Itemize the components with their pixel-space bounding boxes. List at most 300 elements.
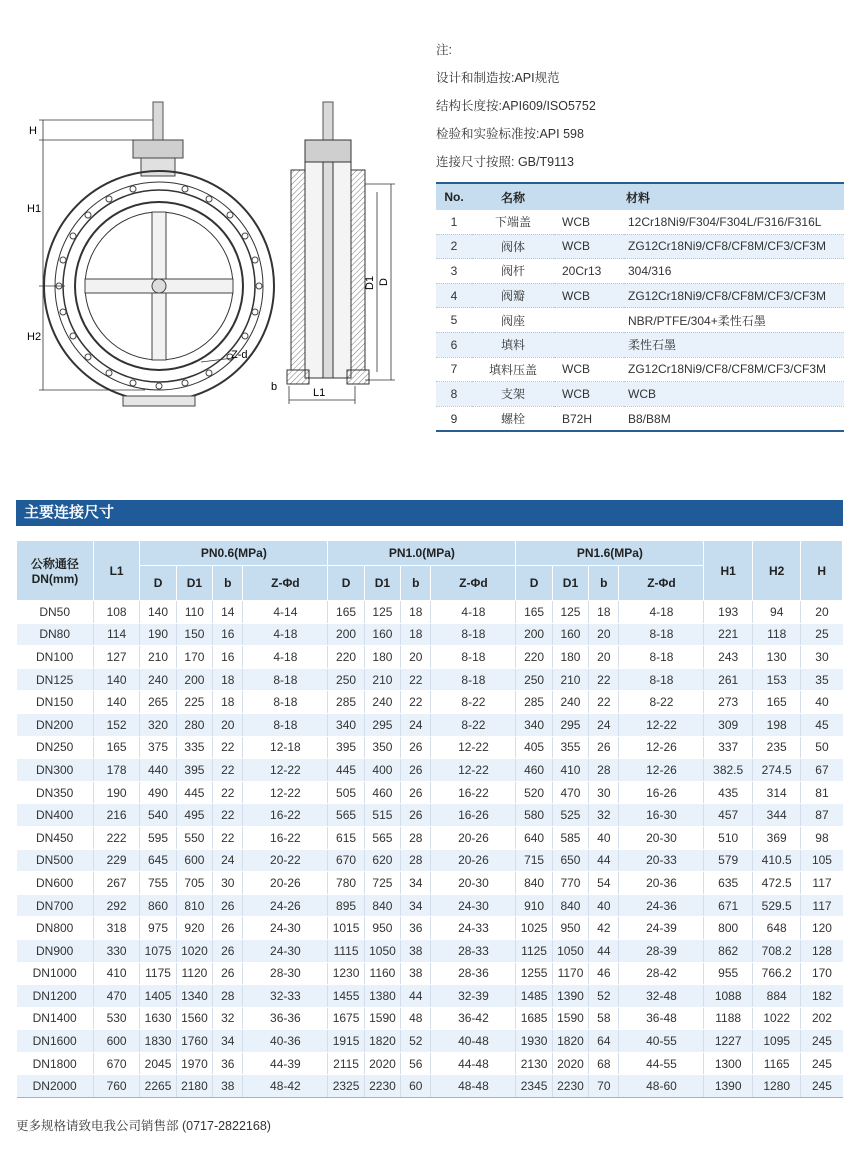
table-cell: 24 xyxy=(401,713,431,736)
table-cell: 210 xyxy=(364,668,400,691)
mat-header-no: No. xyxy=(436,183,472,210)
table-cell: 16-30 xyxy=(619,804,704,827)
material-cell-no: 2 xyxy=(436,234,472,259)
material-cell-name: 填料压盖 xyxy=(472,357,554,382)
table-cell: 620 xyxy=(364,849,400,872)
table-cell: 8-18 xyxy=(243,668,328,691)
materials-table xyxy=(436,182,844,432)
table-cell: 640 xyxy=(516,826,552,849)
table-row xyxy=(17,1030,843,1053)
material-cell-material: ZG12Cr18Ni9/CF8/CF8M/CF3/CF3M xyxy=(624,234,844,259)
table-cell: 975 xyxy=(140,917,176,940)
table-cell: 202 xyxy=(801,1007,843,1030)
table-cell: 840 xyxy=(364,894,400,917)
table-cell: 540 xyxy=(140,804,176,827)
table-cell: 18 xyxy=(401,623,431,646)
mat-header-material: 材料 xyxy=(554,183,844,210)
table-cell: 200 xyxy=(328,623,364,646)
table-cell: 198 xyxy=(752,713,801,736)
table-cell: 87 xyxy=(801,804,843,827)
table-cell: 295 xyxy=(364,713,400,736)
table-cell: 18 xyxy=(589,601,619,624)
table-cell: DN2000 xyxy=(17,1075,94,1098)
table-cell: 44-48 xyxy=(431,1052,516,1075)
table-cell: 340 xyxy=(516,713,552,736)
material-cell-name: 阀体 xyxy=(472,234,554,259)
table-cell: 529.5 xyxy=(752,894,801,917)
table-row xyxy=(17,962,843,985)
table-row xyxy=(17,646,843,669)
materials-body xyxy=(436,210,844,431)
material-cell-material: ZG12Cr18Ni9/CF8/CF8M/CF3/CF3M xyxy=(624,357,844,382)
dims-header-pn10: PN1.0(MPa) xyxy=(328,541,516,566)
table-cell: 1050 xyxy=(552,939,588,962)
table-cell: 8-22 xyxy=(431,713,516,736)
material-cell-no: 4 xyxy=(436,283,472,308)
table-row xyxy=(17,623,843,646)
dims-header-pn06: PN0.6(MPa) xyxy=(140,541,328,566)
material-cell-std: WCB xyxy=(554,234,624,259)
table-cell: 615 xyxy=(328,826,364,849)
table-cell: 25 xyxy=(801,623,843,646)
dims-header-d1: D1 xyxy=(176,566,212,601)
table-cell: 550 xyxy=(176,826,212,849)
table-cell: 1380 xyxy=(364,985,400,1008)
table-cell: 525 xyxy=(552,804,588,827)
table-cell: 64 xyxy=(589,1030,619,1053)
table-cell: 22 xyxy=(589,691,619,714)
table-cell: 18 xyxy=(401,601,431,624)
table-cell: 221 xyxy=(704,623,753,646)
dims-header-zd: Z-Φd xyxy=(619,566,704,601)
table-cell: DN400 xyxy=(17,804,94,827)
note-line: 设计和制造按:API规范 xyxy=(436,71,560,85)
table-cell: 105 xyxy=(801,849,843,872)
table-cell: 117 xyxy=(801,872,843,895)
table-cell: 1165 xyxy=(752,1052,801,1075)
table-cell: 30 xyxy=(213,872,243,895)
table-cell: 445 xyxy=(176,781,212,804)
table-cell: 24-39 xyxy=(619,917,704,940)
table-cell: 12-22 xyxy=(619,713,704,736)
table-cell: 26 xyxy=(401,804,431,827)
table-cell: DN50 xyxy=(17,601,94,624)
table-row xyxy=(17,917,843,940)
table-cell: 495 xyxy=(176,804,212,827)
table-cell: 222 xyxy=(93,826,140,849)
table-cell: 1685 xyxy=(516,1007,552,1030)
material-cell-material: WCB xyxy=(624,382,844,407)
table-cell: 30 xyxy=(589,781,619,804)
material-cell-material: ZG12Cr18Ni9/CF8/CF8M/CF3/CF3M xyxy=(624,283,844,308)
table-cell: 94 xyxy=(752,601,801,624)
table-cell: 395 xyxy=(328,736,364,759)
table-cell: 68 xyxy=(589,1052,619,1075)
table-cell: 515 xyxy=(364,804,400,827)
table-cell: DN125 xyxy=(17,668,94,691)
table-cell: 330 xyxy=(93,939,140,962)
table-cell: 470 xyxy=(552,781,588,804)
table-cell: 445 xyxy=(328,759,364,782)
dims-header-dn-line2: DN(mm) xyxy=(31,572,79,586)
table-cell: 200 xyxy=(516,623,552,646)
table-cell: 565 xyxy=(328,804,364,827)
dims-header-d1: D1 xyxy=(552,566,588,601)
table-cell: 210 xyxy=(140,646,176,669)
table-cell: 2265 xyxy=(140,1075,176,1098)
table-cell: 292 xyxy=(93,894,140,917)
table-cell: 42 xyxy=(589,917,619,940)
table-cell: 22 xyxy=(589,668,619,691)
table-cell: 1088 xyxy=(704,985,753,1008)
material-cell-material: 304/316 xyxy=(624,259,844,284)
table-row xyxy=(17,759,843,782)
table-cell: 1025 xyxy=(516,917,552,940)
table-cell: 36-42 xyxy=(431,1007,516,1030)
table-cell: 250 xyxy=(516,668,552,691)
table-row xyxy=(17,826,843,849)
table-cell: 81 xyxy=(801,781,843,804)
material-cell-name: 支架 xyxy=(472,382,554,407)
table-cell: 28-42 xyxy=(619,962,704,985)
table-cell: 4-18 xyxy=(431,601,516,624)
table-cell: 920 xyxy=(176,917,212,940)
table-cell: 220 xyxy=(516,646,552,669)
dims-header-h: H xyxy=(801,541,843,601)
table-cell: 410.5 xyxy=(752,849,801,872)
table-cell: DN450 xyxy=(17,826,94,849)
table-row xyxy=(17,691,843,714)
table-cell: 118 xyxy=(752,623,801,646)
table-cell: 200 xyxy=(176,668,212,691)
table-cell: 26 xyxy=(213,894,243,917)
material-row xyxy=(436,357,844,382)
table-cell: 840 xyxy=(552,894,588,917)
table-cell: 520 xyxy=(516,781,552,804)
table-cell: 1590 xyxy=(552,1007,588,1030)
table-row xyxy=(17,1052,843,1075)
table-cell: 671 xyxy=(704,894,753,917)
table-cell: DN80 xyxy=(17,623,94,646)
table-cell: 216 xyxy=(93,804,140,827)
table-cell: 35 xyxy=(801,668,843,691)
note-line: 检验和实验标准按:API 598 xyxy=(436,127,584,141)
table-cell: 180 xyxy=(364,646,400,669)
table-cell: 56 xyxy=(401,1052,431,1075)
table-cell: 220 xyxy=(328,646,364,669)
material-cell-no: 7 xyxy=(436,357,472,382)
material-row xyxy=(436,283,844,308)
table-cell: 40-55 xyxy=(619,1030,704,1053)
table-cell: 28 xyxy=(589,759,619,782)
table-cell: 760 xyxy=(93,1075,140,1098)
table-cell: 1560 xyxy=(176,1007,212,1030)
table-cell: 28 xyxy=(401,826,431,849)
table-cell: 160 xyxy=(364,623,400,646)
table-cell: 355 xyxy=(552,736,588,759)
table-row xyxy=(17,804,843,827)
table-cell: DN700 xyxy=(17,894,94,917)
table-cell: 1930 xyxy=(516,1030,552,1053)
table-cell: 770 xyxy=(552,872,588,895)
table-cell: 8-18 xyxy=(431,623,516,646)
table-cell: 595 xyxy=(140,826,176,849)
table-cell: 40-48 xyxy=(431,1030,516,1053)
table-cell: 1830 xyxy=(140,1030,176,1053)
table-cell: 24-30 xyxy=(243,917,328,940)
material-row xyxy=(436,406,844,431)
dims-header-d1: D1 xyxy=(364,566,400,601)
table-cell: 24-30 xyxy=(243,939,328,962)
table-cell: 16-26 xyxy=(619,781,704,804)
table-cell: 895 xyxy=(328,894,364,917)
table-row xyxy=(17,849,843,872)
table-cell: 34 xyxy=(401,872,431,895)
label-h2: H2 xyxy=(27,331,42,343)
material-cell-std: WCB xyxy=(554,357,624,382)
table-cell: 165 xyxy=(328,601,364,624)
dims-header-h1: H1 xyxy=(704,541,753,601)
table-cell: 8-18 xyxy=(619,623,704,646)
table-cell: 36 xyxy=(401,917,431,940)
table-cell: 470 xyxy=(93,985,140,1008)
material-cell-material: 柔性石墨 xyxy=(624,332,844,357)
table-row xyxy=(17,601,843,624)
table-cell: 457 xyxy=(704,804,753,827)
table-cell: 645 xyxy=(140,849,176,872)
table-cell: 472.5 xyxy=(752,872,801,895)
table-cell: 1970 xyxy=(176,1052,212,1075)
table-cell: 400 xyxy=(364,759,400,782)
table-cell: DN1200 xyxy=(17,985,94,1008)
table-cell: 4-18 xyxy=(243,646,328,669)
table-cell: 435 xyxy=(704,781,753,804)
dims-header-h2: H2 xyxy=(752,541,801,601)
table-cell: 530 xyxy=(93,1007,140,1030)
table-cell: 1280 xyxy=(752,1075,801,1098)
material-cell-material: NBR/PTFE/304+柔性石墨 xyxy=(624,308,844,333)
table-cell: 2325 xyxy=(328,1075,364,1098)
table-cell: 140 xyxy=(140,601,176,624)
table-cell: 28 xyxy=(401,849,431,872)
table-cell: 1630 xyxy=(140,1007,176,1030)
table-cell: 16-22 xyxy=(243,804,328,827)
table-cell: 285 xyxy=(328,691,364,714)
table-cell: 2180 xyxy=(176,1075,212,1098)
valve-drawing xyxy=(25,100,410,410)
table-cell: 8-22 xyxy=(431,691,516,714)
table-cell: 22 xyxy=(401,668,431,691)
table-cell: 1227 xyxy=(704,1030,753,1053)
material-cell-std: B72H xyxy=(554,406,624,431)
table-cell: 8-18 xyxy=(619,668,704,691)
table-cell: 1115 xyxy=(328,939,364,962)
table-cell: 2045 xyxy=(140,1052,176,1075)
table-cell: 48-48 xyxy=(431,1075,516,1098)
table-cell: 110 xyxy=(176,601,212,624)
table-cell: 28-33 xyxy=(431,939,516,962)
table-cell: 8-18 xyxy=(619,646,704,669)
label-b: b xyxy=(271,381,278,393)
material-row xyxy=(436,234,844,259)
table-cell: 810 xyxy=(176,894,212,917)
table-cell: 950 xyxy=(552,917,588,940)
material-cell-material: 12Cr18Ni9/F304/F304L/F316/F316L xyxy=(624,210,844,234)
table-cell: 52 xyxy=(401,1030,431,1053)
table-cell: 285 xyxy=(516,691,552,714)
dims-header-d: D xyxy=(140,566,176,601)
table-cell: 44-39 xyxy=(243,1052,328,1075)
table-cell: 267 xyxy=(93,872,140,895)
table-cell: 48 xyxy=(401,1007,431,1030)
table-cell: 178 xyxy=(93,759,140,782)
table-cell: 38 xyxy=(401,939,431,962)
table-cell: 26 xyxy=(213,917,243,940)
table-cell: 335 xyxy=(176,736,212,759)
table-cell: 28-36 xyxy=(431,962,516,985)
table-cell: 24 xyxy=(213,849,243,872)
table-cell: 67 xyxy=(801,759,843,782)
table-cell: 1300 xyxy=(704,1052,753,1075)
table-cell: 340 xyxy=(328,713,364,736)
table-cell: 245 xyxy=(801,1052,843,1075)
table-cell: 32 xyxy=(589,804,619,827)
table-cell: 36-36 xyxy=(243,1007,328,1030)
table-cell: 22 xyxy=(213,736,243,759)
table-cell: 140 xyxy=(93,691,140,714)
table-cell: 38 xyxy=(213,1075,243,1098)
note-line: 注: xyxy=(436,43,452,57)
table-cell: DN1400 xyxy=(17,1007,94,1030)
table-cell: 26 xyxy=(589,736,619,759)
table-cell: 20 xyxy=(401,646,431,669)
table-row xyxy=(17,668,843,691)
table-cell: 8-22 xyxy=(619,691,704,714)
table-cell: 170 xyxy=(176,646,212,669)
table-cell: 22 xyxy=(213,804,243,827)
table-cell: DN150 xyxy=(17,691,94,714)
table-cell: 60 xyxy=(401,1075,431,1098)
table-cell: 24-36 xyxy=(619,894,704,917)
table-cell: 840 xyxy=(516,872,552,895)
table-cell: 250 xyxy=(328,668,364,691)
table-cell: 405 xyxy=(516,736,552,759)
table-cell: 20-36 xyxy=(619,872,704,895)
table-cell: 28-30 xyxy=(243,962,328,985)
table-cell: 20-26 xyxy=(431,849,516,872)
material-row xyxy=(436,308,844,333)
table-cell: 1485 xyxy=(516,985,552,1008)
table-cell: 4-18 xyxy=(619,601,704,624)
table-cell: 2115 xyxy=(328,1052,364,1075)
table-cell: 8-18 xyxy=(431,646,516,669)
table-cell: 18 xyxy=(213,668,243,691)
table-cell: 295 xyxy=(552,713,588,736)
table-cell: 243 xyxy=(704,646,753,669)
side-view xyxy=(287,102,369,384)
table-cell: 130 xyxy=(752,646,801,669)
table-cell: 1050 xyxy=(364,939,400,962)
table-cell: 490 xyxy=(140,781,176,804)
material-cell-name: 阀杆 xyxy=(472,259,554,284)
dims-header-zd: Z-Φd xyxy=(243,566,328,601)
table-cell: 12-22 xyxy=(431,736,516,759)
table-cell: 160 xyxy=(552,623,588,646)
table-cell: 20 xyxy=(589,646,619,669)
table-cell: 8-18 xyxy=(431,668,516,691)
table-cell: 1175 xyxy=(140,962,176,985)
table-cell: 24-33 xyxy=(431,917,516,940)
table-cell: 1390 xyxy=(704,1075,753,1098)
table-cell: 1125 xyxy=(516,939,552,962)
table-row xyxy=(17,939,843,962)
table-cell: 585 xyxy=(552,826,588,849)
table-cell: 1255 xyxy=(516,962,552,985)
material-cell-no: 1 xyxy=(436,210,472,234)
table-cell: 2130 xyxy=(516,1052,552,1075)
table-cell: 725 xyxy=(364,872,400,895)
table-cell: 127 xyxy=(93,646,140,669)
table-cell: 229 xyxy=(93,849,140,872)
table-cell: 32-33 xyxy=(243,985,328,1008)
table-cell: 705 xyxy=(176,872,212,895)
dims-header-b: b xyxy=(401,566,431,601)
table-cell: 708.2 xyxy=(752,939,801,962)
table-cell: 44-55 xyxy=(619,1052,704,1075)
table-cell: 410 xyxy=(93,962,140,985)
table-cell: 32 xyxy=(213,1007,243,1030)
table-cell: 670 xyxy=(93,1052,140,1075)
dims-header-l1: L1 xyxy=(93,541,140,601)
table-cell: 600 xyxy=(93,1030,140,1053)
material-cell-std xyxy=(554,332,624,357)
table-cell: 309 xyxy=(704,713,753,736)
material-row xyxy=(436,382,844,407)
table-cell: 240 xyxy=(552,691,588,714)
table-cell: 265 xyxy=(140,691,176,714)
table-cell: 140 xyxy=(93,668,140,691)
material-row xyxy=(436,210,844,234)
table-cell: 193 xyxy=(704,601,753,624)
table-cell: 18 xyxy=(213,691,243,714)
table-cell: DN250 xyxy=(17,736,94,759)
table-cell: 240 xyxy=(140,668,176,691)
table-row xyxy=(17,872,843,895)
table-cell: 152 xyxy=(93,713,140,736)
label-zd: Z-d xyxy=(231,349,248,361)
table-cell: 20 xyxy=(213,713,243,736)
table-cell: 190 xyxy=(93,781,140,804)
material-cell-no: 8 xyxy=(436,382,472,407)
table-cell: 16 xyxy=(213,646,243,669)
table-cell: 46 xyxy=(589,962,619,985)
table-cell: 98 xyxy=(801,826,843,849)
table-cell: 12-22 xyxy=(243,759,328,782)
table-cell: 54 xyxy=(589,872,619,895)
table-cell: 14 xyxy=(213,601,243,624)
table-cell: 128 xyxy=(801,939,843,962)
table-cell: 40 xyxy=(801,691,843,714)
table-cell: 26 xyxy=(401,781,431,804)
table-cell: 12-22 xyxy=(243,781,328,804)
table-cell: 38 xyxy=(401,962,431,985)
table-row xyxy=(17,781,843,804)
material-row xyxy=(436,259,844,284)
material-cell-std xyxy=(554,308,624,333)
material-row xyxy=(436,332,844,357)
table-cell: 117 xyxy=(801,894,843,917)
section-title: 主要连接尺寸 xyxy=(16,500,843,526)
